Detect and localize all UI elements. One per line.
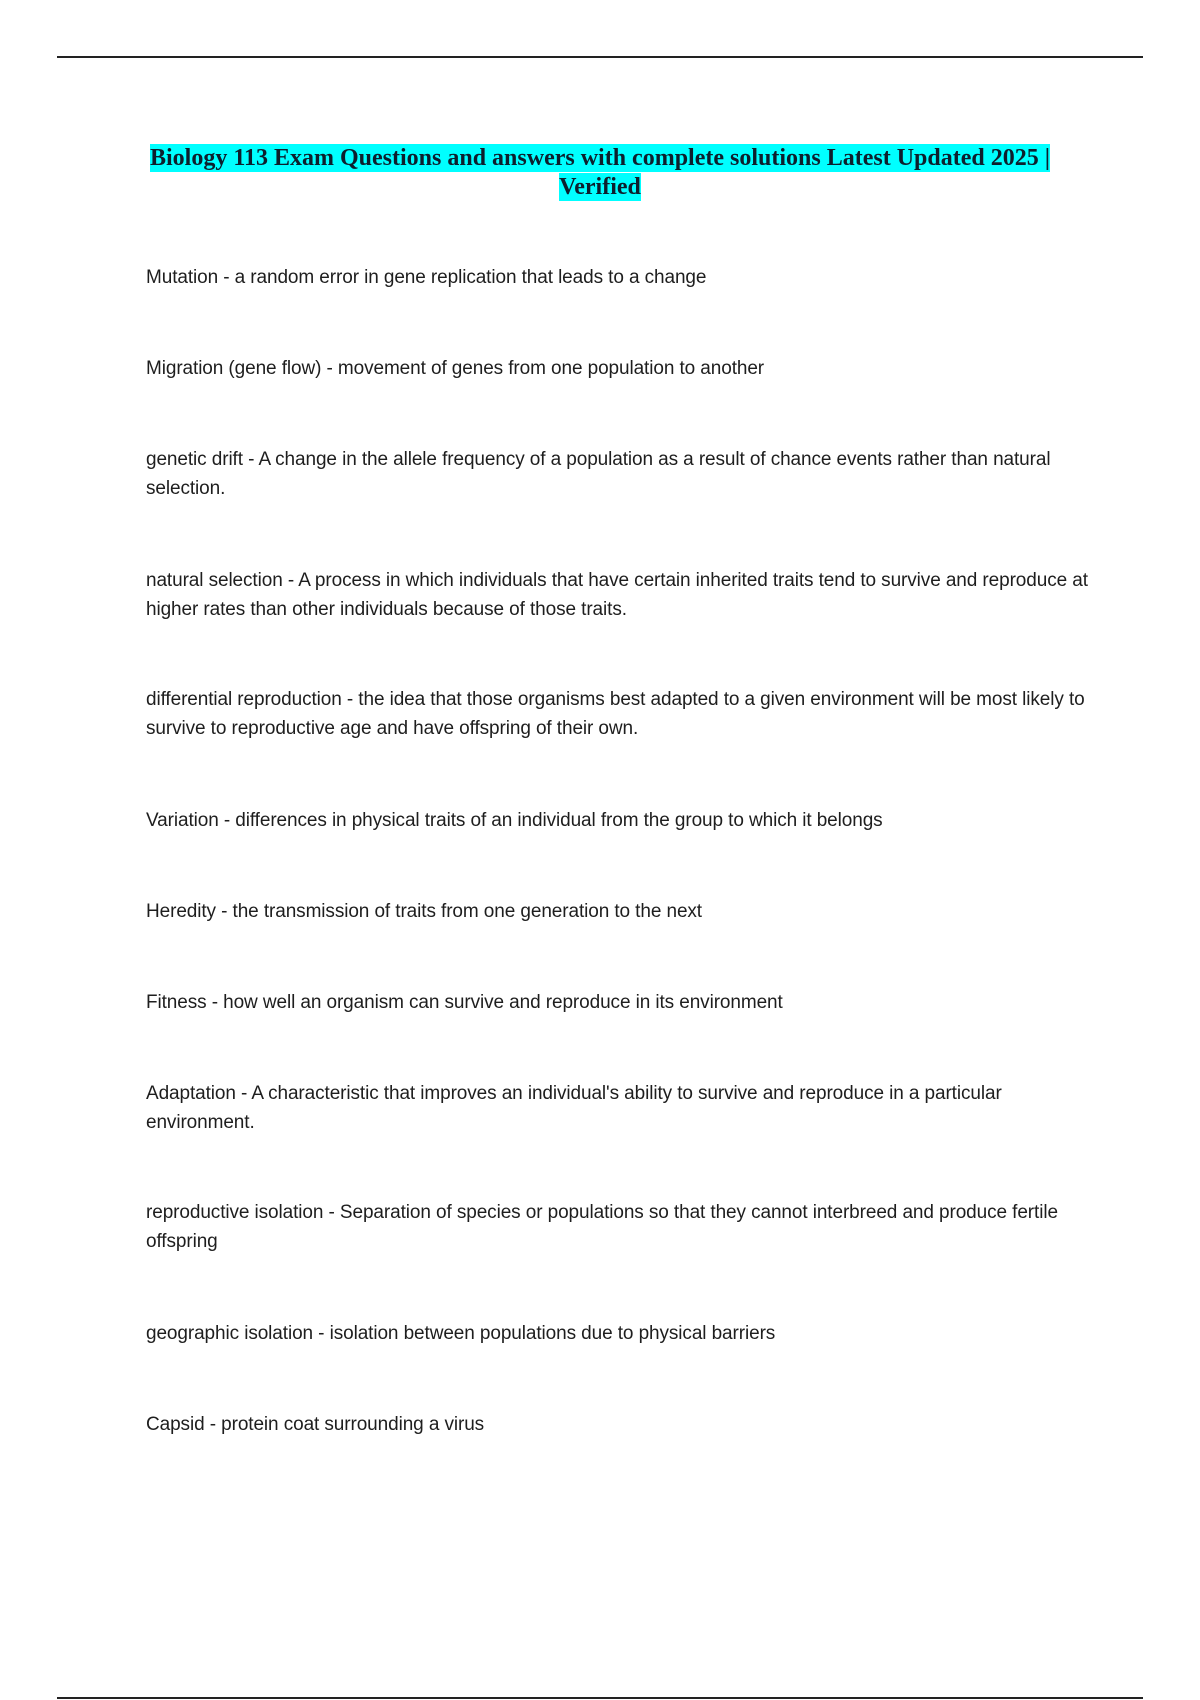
term-capsid: Capsid - protein coat surrounding a virus: [146, 1414, 485, 1435]
title-line-2: Verified: [559, 174, 641, 200]
term-natural-selection: natural selection - A process in which individuals that have certain inherited traits tend to survive and reproduce at higher rates than other individuals because of those traits.: [146, 570, 1088, 620]
term-migration: Migration (gene flow) - movement of genes from one population to another: [146, 358, 765, 379]
header-rule: [57, 56, 1143, 58]
term-heredity: Heredity - the transmission of traits from one generation to the next: [146, 901, 702, 922]
term-reproductive-isolation: reproductive isolation - Separation of species or populations so that they cannot interbreed and produce fertile offspring: [146, 1202, 1058, 1252]
footer-rule: [57, 1697, 1143, 1699]
term-geographic-isolation: geographic isolation - isolation between populations due to physical barriers: [146, 1323, 776, 1344]
term-fitness: Fitness - how well an organism can survive and reproduce in its environment: [146, 992, 783, 1013]
term-mutation: Mutation - a random error in gene replication that leads to a change: [146, 267, 707, 288]
term-variation: Variation - differences in physical traits of an individual from the group to which it belongs: [146, 810, 883, 831]
title-line-1: Biology 113 Exam Questions and answers with complete solutions Latest Updated 2025 |: [149, 145, 1051, 171]
document-title: [100, 144, 1100, 202]
term-adaptation: Adaptation - A characteristic that improves an individual's ability to survive and reproduce in a particular environment.: [146, 1083, 1002, 1133]
term-genetic-drift: genetic drift - A change in the allele frequency of a population as a result of chance events rather than natural selection.: [146, 449, 1051, 499]
term-differential-reproduction: differential reproduction - the idea that those organisms best adapted to a given environment will be most likely to survive to reproductive age and have offspring of their own.: [146, 689, 1085, 739]
